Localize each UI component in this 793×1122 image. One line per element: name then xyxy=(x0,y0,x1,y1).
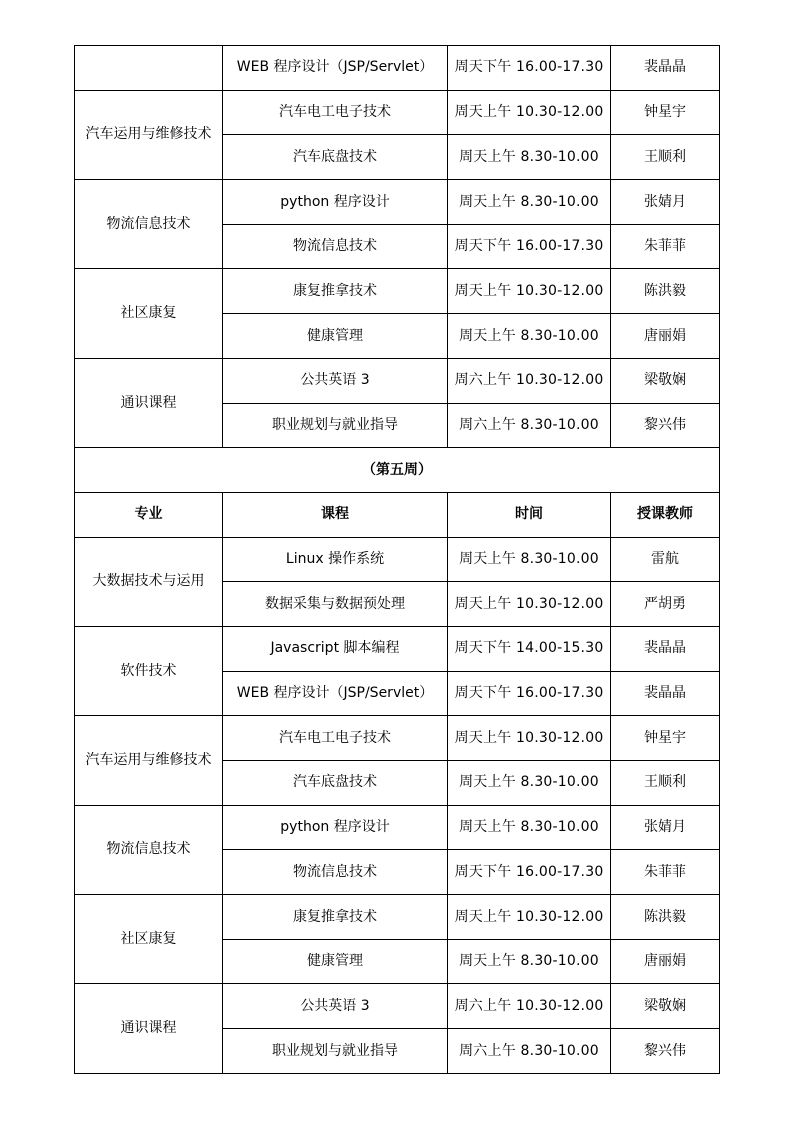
time-cell: 周天上午 8.30-10.00 xyxy=(448,537,611,582)
header-major: 专业 xyxy=(75,492,223,537)
time-cell: 周六上午 8.30-10.00 xyxy=(448,403,611,448)
teacher-cell: 严胡勇 xyxy=(611,582,720,627)
time-cell: 周天下午 16.00-17.30 xyxy=(448,224,611,269)
teacher-cell: 黎兴伟 xyxy=(611,403,720,448)
teacher-cell: 梁敬娴 xyxy=(611,358,720,403)
time-cell: 周六上午 10.30-12.00 xyxy=(448,984,611,1029)
schedule-table xyxy=(74,45,720,1074)
major-cell: 社区康复 xyxy=(75,269,223,358)
course-cell: 数据采集与数据预处理 xyxy=(223,582,448,627)
teacher-cell: 王顺利 xyxy=(611,761,720,806)
teacher-cell: 裴晶晶 xyxy=(611,46,720,91)
schedule-body xyxy=(75,46,720,1074)
course-cell: 汽车电工电子技术 xyxy=(223,716,448,761)
time-cell: 周天上午 8.30-10.00 xyxy=(448,180,611,225)
teacher-cell: 唐丽娟 xyxy=(611,314,720,359)
course-cell: 职业规划与就业指导 xyxy=(223,1029,448,1074)
table-row xyxy=(75,537,720,582)
time-cell: 周天上午 8.30-10.00 xyxy=(448,314,611,359)
time-cell: 周天下午 16.00-17.30 xyxy=(448,46,611,91)
time-cell: 周六上午 8.30-10.00 xyxy=(448,1029,611,1074)
course-cell: 健康管理 xyxy=(223,939,448,984)
header-row xyxy=(75,492,720,537)
time-cell: 周天下午 16.00-17.30 xyxy=(448,671,611,716)
table-row xyxy=(75,358,720,403)
teacher-cell: 裴晶晶 xyxy=(611,671,720,716)
major-cell: 汽车运用与维修技术 xyxy=(75,90,223,179)
major-cell: 社区康复 xyxy=(75,895,223,984)
teacher-cell: 张婧月 xyxy=(611,180,720,225)
major-cell: 物流信息技术 xyxy=(75,805,223,894)
teacher-cell: 朱菲菲 xyxy=(611,850,720,895)
course-cell: Javascript 脚本编程 xyxy=(223,626,448,671)
table-row xyxy=(75,626,720,671)
course-cell: 公共英语 3 xyxy=(223,358,448,403)
major-cell xyxy=(75,46,223,91)
course-cell: WEB 程序设计（JSP/Servlet） xyxy=(223,671,448,716)
course-cell: 汽车底盘技术 xyxy=(223,761,448,806)
time-cell: 周天上午 8.30-10.00 xyxy=(448,761,611,806)
table-row xyxy=(75,269,720,314)
major-cell: 通识课程 xyxy=(75,358,223,447)
teacher-cell: 张婧月 xyxy=(611,805,720,850)
course-cell: 职业规划与就业指导 xyxy=(223,403,448,448)
time-cell: 周六上午 10.30-12.00 xyxy=(448,358,611,403)
header-teacher: 授课教师 xyxy=(611,492,720,537)
time-cell: 周天上午 10.30-12.00 xyxy=(448,90,611,135)
time-cell: 周天上午 8.30-10.00 xyxy=(448,939,611,984)
course-cell: 康复推拿技术 xyxy=(223,895,448,940)
teacher-cell: 陈洪毅 xyxy=(611,895,720,940)
time-cell: 周天上午 10.30-12.00 xyxy=(448,582,611,627)
course-cell: 康复推拿技术 xyxy=(223,269,448,314)
table-row xyxy=(75,46,720,91)
table-row xyxy=(75,716,720,761)
major-cell: 汽车运用与维修技术 xyxy=(75,716,223,805)
table-row xyxy=(75,180,720,225)
course-cell: Linux 操作系统 xyxy=(223,537,448,582)
course-cell: 公共英语 3 xyxy=(223,984,448,1029)
week-title: （第五周） xyxy=(75,448,720,493)
teacher-cell: 陈洪毅 xyxy=(611,269,720,314)
teacher-cell: 黎兴伟 xyxy=(611,1029,720,1074)
time-cell: 周天上午 10.30-12.00 xyxy=(448,716,611,761)
time-cell: 周天上午 8.30-10.00 xyxy=(448,805,611,850)
teacher-cell: 梁敬娴 xyxy=(611,984,720,1029)
teacher-cell: 雷航 xyxy=(611,537,720,582)
teacher-cell: 朱菲菲 xyxy=(611,224,720,269)
course-cell: 汽车电工电子技术 xyxy=(223,90,448,135)
major-cell: 物流信息技术 xyxy=(75,180,223,269)
time-cell: 周天上午 10.30-12.00 xyxy=(448,895,611,940)
course-cell: 汽车底盘技术 xyxy=(223,135,448,180)
table-row xyxy=(75,984,720,1029)
teacher-cell: 王顺利 xyxy=(611,135,720,180)
course-cell: 物流信息技术 xyxy=(223,850,448,895)
course-cell: python 程序设计 xyxy=(223,180,448,225)
course-cell: 健康管理 xyxy=(223,314,448,359)
major-cell: 通识课程 xyxy=(75,984,223,1073)
table-row xyxy=(75,90,720,135)
table-row xyxy=(75,805,720,850)
table-row xyxy=(75,895,720,940)
course-cell: WEB 程序设计（JSP/Servlet） xyxy=(223,46,448,91)
header-time: 时间 xyxy=(448,492,611,537)
week-title-row xyxy=(75,448,720,493)
time-cell: 周天上午 10.30-12.00 xyxy=(448,269,611,314)
teacher-cell: 唐丽娟 xyxy=(611,939,720,984)
major-cell: 大数据技术与运用 xyxy=(75,537,223,626)
major-cell: 软件技术 xyxy=(75,626,223,715)
time-cell: 周天下午 14.00-15.30 xyxy=(448,626,611,671)
time-cell: 周天上午 8.30-10.00 xyxy=(448,135,611,180)
teacher-cell: 钟星宇 xyxy=(611,90,720,135)
teacher-cell: 钟星宇 xyxy=(611,716,720,761)
course-cell: python 程序设计 xyxy=(223,805,448,850)
time-cell: 周天下午 16.00-17.30 xyxy=(448,850,611,895)
header-course: 课程 xyxy=(223,492,448,537)
teacher-cell: 裴晶晶 xyxy=(611,626,720,671)
course-cell: 物流信息技术 xyxy=(223,224,448,269)
